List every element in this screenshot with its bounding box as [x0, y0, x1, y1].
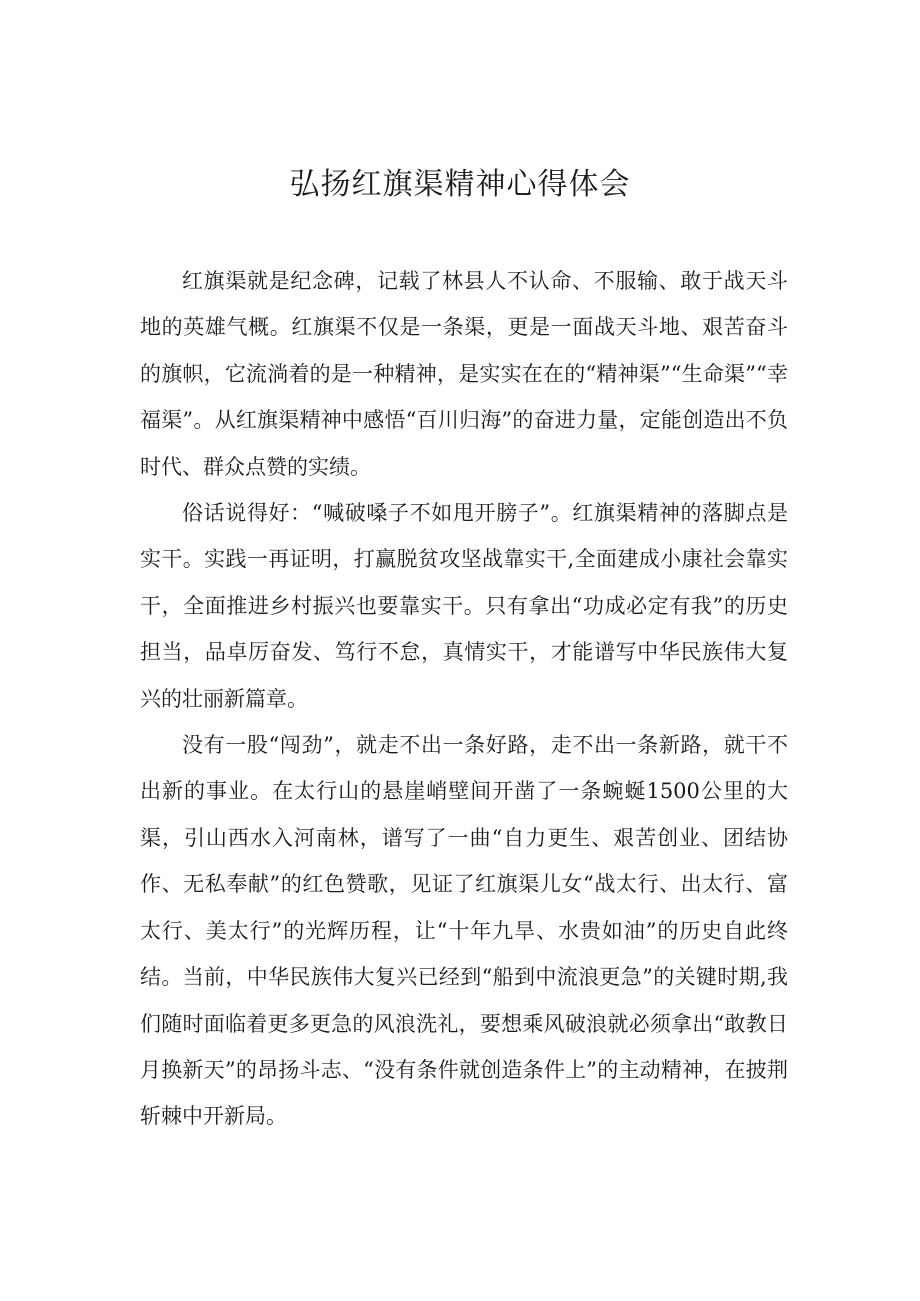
document-title: 弘扬红旗渠精神心得体会 — [289, 167, 631, 202]
document-body — [140, 258, 788, 1140]
paragraph-3: 没有一股“闯劲”，就走不出一条好路，走不出一条新路，就干不出新的事业。在太行山的悬崖峭壁间开凿了一条蜿蜒1500公里的大渠，引山西水入河南林，谱写了一曲“自力更生、艰苦创业、团结协作、无私奉献”的红色赞歌，见证了红旗渠儿女“战太行、出太行、富太行、美太行”的光辉历程，让“十年九旱、水贵如油”的历史自此终结。当前，中华民族伟大复兴已经到“船到中流浪更急”的关键时期,我们随时面临着更多更急的风浪洗礼，要想乘风破浪就必须拿出“敢教日月换新天”的昂扬斗志、“没有条件就创造条件上”的主动精神，在披荆斩棘中开新局。 — [140, 733, 788, 1129]
paragraph-2: 俗话说得好：“喊破嗓子不如甩开膀子”。红旗渠精神的落脚点是实干。实践一再证明，打赢脱贫攻坚战靠实干,全面建成小康社会靠实干，全面推进乡村振兴也要靠实干。只有拿出“功成必定有我”的历史担当，品卓厉奋发、笃行不怠，真情实干，才能谱写中华民族伟大复兴的壮丽新篇章。 — [140, 501, 788, 711]
paragraph-1: 红旗渠就是纪念碑，记载了林县人不认命、不服输、敢于战天斗地的英雄气概。红旗渠不仅是一条渠，更是一面战天斗地、艰苦奋斗的旗帜，它流淌着的是一种精神，是实实在在的“精神渠”“生命渠”“幸福渠”。从红旗渠精神中感悟“百川归海”的奋进力量，定能创造出不负时代、群众点赞的实绩。 — [140, 269, 788, 479]
